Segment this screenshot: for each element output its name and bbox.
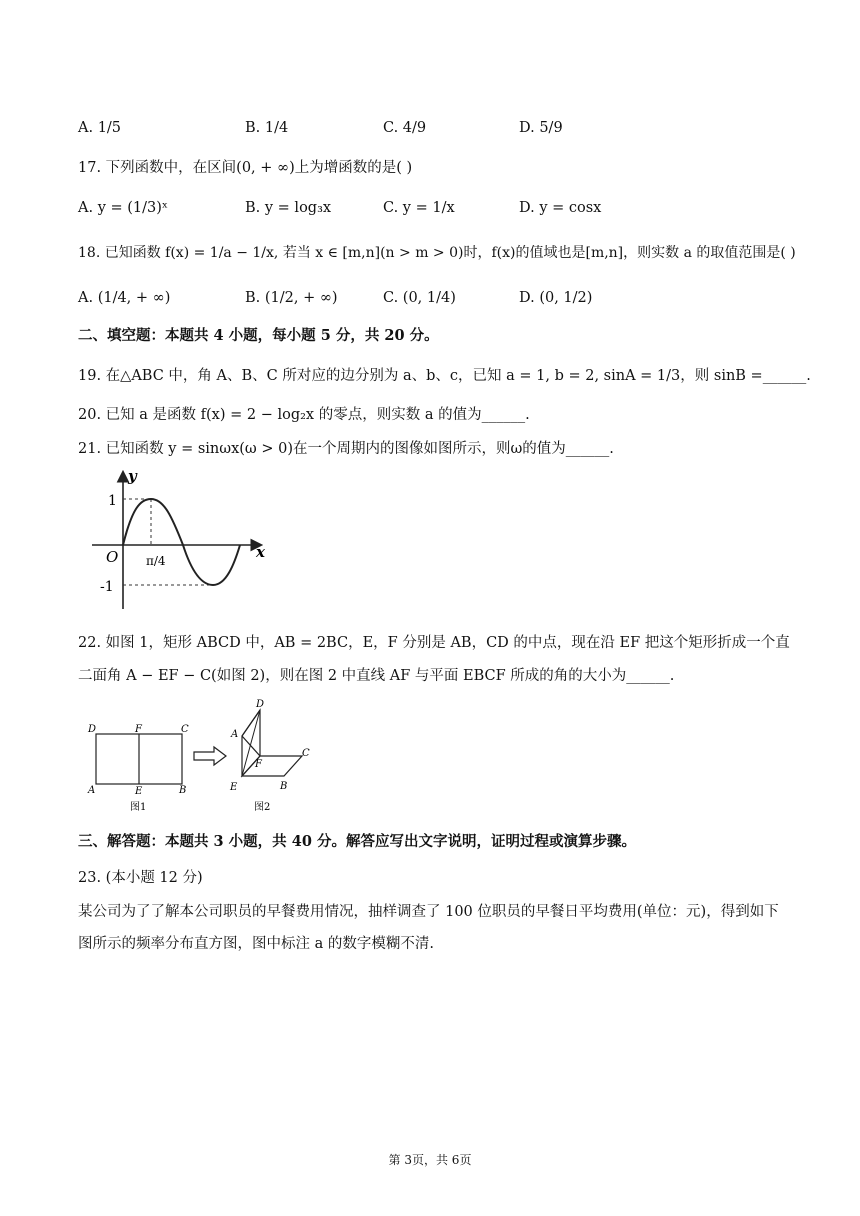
svg-text:E: E [230,782,238,793]
q16-option-c: C. 4/9 [383,120,427,136]
q17-stem: 17. 下列函数中，在区间(0, + ∞)上为增函数的是( ) [78,160,413,176]
svg-text:D: D [256,699,265,710]
svg-text:B: B [179,785,187,796]
q17-option-d: D. y = cosx [519,200,602,216]
fig1-caption: 图1 [130,802,147,813]
q23-body: 某公司为了了解本公司职员的早餐费用情况，抽样调查了 100 位职员的早餐日平均费用(单位：元)，得到如下图所示的频率分布直方图，图中标注 a 的数字模糊不清. [78,904,779,952]
svg-text:C: C [181,724,189,735]
section-3-heading: 三、解答题：本题共 3 小题，共 40 分。解答应写出文字说明，证明过程或演算步骤。 [78,833,636,850]
svg-text:E: E [135,786,143,797]
q16-option-a: A. 1/5 [78,120,122,136]
q16-option-b: B. 1/4 [245,120,289,136]
section-2-heading: 二、填空题：本题共 4 小题，每小题 5 分，共 20 分。 [78,327,439,344]
q23-heading: 23. (本小题 12 分) [78,870,203,886]
fig2-caption: 图2 [254,802,271,813]
origin-label: O [106,548,119,566]
x-axis-label: x [256,543,265,561]
q18-option-d: D. (0, 1/2) [519,290,593,306]
q19-text: 19. 在△ABC 中，角 A、B、C 所对应的边分别为 a、b、c，已知 a = 1, b = 2, sinA = 1/3，则 sinB =______. [78,368,811,384]
q18-option-b: B. (1/2, + ∞) [245,290,338,306]
y-axis-label: y [128,467,137,485]
svg-text:B: B [280,781,288,792]
transform-arrow [194,747,226,765]
fig2-horizontal-plane [242,756,302,776]
q18-stem: 18. 已知函数 f(x) = 1/a − 1/x, 若当 x ∈ [m,n](n > m > 0)时，f(x)的值域也是[m,n]，则实数 a 的取值范围是( ) [78,245,796,261]
q17-option-b: B. y = log₃x [245,200,332,216]
svg-text:D: D [88,724,97,735]
svg-text:A: A [231,729,239,740]
q21-text: 21. 已知函数 y = sinωx(ω > 0)在一个周期内的图像如图所示，则ω的值为______. [78,441,614,457]
y-max-label: 1 [108,493,117,509]
q17-option-c: C. y = 1/x [383,200,455,216]
svg-text:F: F [255,759,262,770]
y-min-label: -1 [100,579,114,595]
svg-text:A: A [88,785,96,796]
x-tick-label: π/4 [146,554,166,568]
q20-text: 20. 已知 a 是函数 f(x) = 2 − log₂x 的零点，则实数 a 的值为______. [78,407,530,423]
page-footer: 第 3页，共 6页 [388,1153,472,1167]
q22-figures [84,696,324,818]
q18-option-c: C. (0, 1/4) [383,290,456,306]
q22-text-line1: 22. 如图 1，矩形 ABCD 中，AB = 2BC，E，F 分别是 AB，CD 的中点，现在沿 EF 把这个矩形折成一个直 [78,635,790,651]
q16-option-d: D. 5/9 [519,120,563,136]
q17-option-a: A. y = (1/3)ˣ [78,200,169,216]
sine-curve [123,499,240,585]
svg-text:C: C [302,748,310,759]
q18-option-a: A. (1/4, + ∞) [78,290,171,306]
q22-text-line2: 二面角 A − EF − C(如图 2)，则在图 2 中直线 AF 与平面 EBCF 所成的角的大小为______. [78,668,675,684]
q21-sine-figure [88,465,278,613]
svg-text:F: F [135,724,142,735]
